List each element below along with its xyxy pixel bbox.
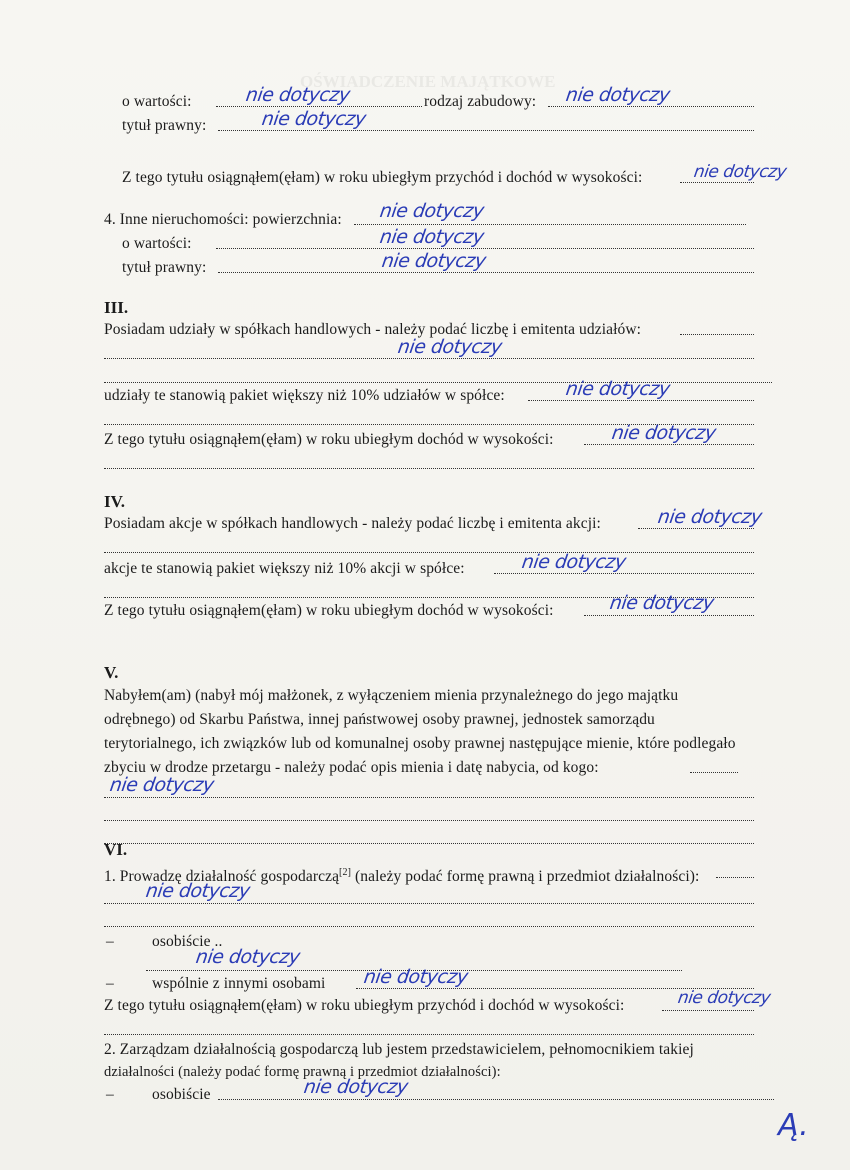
dotted-field [104,538,754,553]
handwritten-answer: nie dotyczy [378,226,486,248]
label-title: tytuł prawny: [122,117,207,134]
section-heading: III. [104,298,129,317]
handwritten-answer: nie dotyczy [520,551,628,573]
paragraph-line: działalności (należy podać formę prawną i przedmiot działalności): [104,1064,501,1080]
handwritten-answer: nie dotyczy [656,506,764,528]
dotted-field [104,454,754,469]
label-value: o wartości: [122,235,192,252]
dotted-field [716,863,754,878]
label-income: Z tego tytułu osiągnąłem(ęłam) w roku ubiegłym przychód i dochód w wysokości: [104,997,625,1014]
label-building-type: rodzaj zabudowy: [424,93,537,110]
footnote-marker: [2] [339,867,352,878]
label-other-property: 4. Inne nieruchomości: powierzchnia: [104,211,342,228]
paragraph-line: terytorialnego, ich związków lub od komunalnej osoby prawnej następujące mienie, które podlegało [104,735,736,752]
handwritten-answer: nie dotyczy [564,378,672,400]
label-title: tytuł prawny: [122,259,207,276]
label-shares-packet: udziały te stanowią pakiet większy niż 10% udziałów w spółce: [104,387,505,404]
faded-header: OŚWIADCZENIE MAJĄTKOWE [300,72,556,91]
paragraph-line: odrębnego) od Skarbu Państwa, innej państwowej osoby prawnej, jednostek samorządu [104,711,655,728]
dotted-field [104,783,754,798]
handwritten-answer: nie dotyczy [380,250,488,272]
handwritten-answer: nie dotyczy [378,200,486,222]
label-jointly: wspólnie z innymi osobami [152,975,326,992]
handwritten-answer: nie dotyczy [244,84,352,106]
dotted-field [104,1020,754,1035]
initials-signature: Ą. [778,1108,809,1143]
handwritten-answer: nie dotyczy [144,880,252,902]
label-income: Z tego tytułu osiągnąłem(ęłam) w roku ubiegłym dochód w wysokości: [104,602,554,619]
label-value: o wartości: [122,93,192,110]
dotted-field [104,806,754,821]
dotted-field [104,368,772,383]
section-heading: IV. [104,492,125,511]
paragraph-line: zbyciu w drodze przetargu - należy podać opis mienia i datę nabycia, od kogo: [104,759,599,776]
handwritten-answer: nie dotyczy [362,966,470,988]
label-stocks-packet: akcje te stanowią pakiet większy niż 10% akcji w spółce: [104,560,465,577]
dotted-field [104,912,754,927]
dotted-field [216,234,754,249]
dash-bullet: – [106,1086,114,1103]
handwritten-answer: nie dotyczy [608,592,716,614]
handwritten-answer: nie dotyczy [676,988,772,1008]
dash-bullet: – [106,975,114,992]
label-shares: Posiadam udziały w spółkach handlowych - należy podać liczbę i emitenta udziałów: [104,321,642,338]
label-business-activity: 1. Prowadzę działalność gospodarczą[2] (należy podać formę prawną i przedmiot działalności): [104,867,700,886]
section-heading: VI. [104,840,128,859]
label-income: Z tego tytułu osiągnąłem(ęłam) w roku ubiegłym dochód w wysokości: [104,431,554,448]
handwritten-answer: nie dotyczy [108,774,216,796]
handwritten-answer: nie dotyczy [610,422,718,444]
label-stocks: Posiadam akcje w spółkach handlowych - należy podać liczbę i emitenta akcji: [104,515,601,532]
handwritten-answer: nie dotyczy [692,162,788,182]
handwritten-answer: nie dotyczy [396,336,504,358]
handwritten-answer: nie dotyczy [194,946,302,968]
dotted-field [104,889,754,904]
dotted-field [104,829,754,844]
paragraph-line: Nabyłem(am) (nabył mój małżonek, z wyłączeniem mienia przynależnego do jego majątku [104,687,679,704]
label-income: Z tego tytułu osiągnąłem(ęłam) w roku ubiegłym przychód i dochód w wysokości: [122,169,643,186]
paragraph-line: 2. Zarządzam działalnością gospodarczą lub jestem przedstawicielem, pełnomocnikiem takiej [104,1041,694,1058]
handwritten-answer: nie dotyczy [260,108,368,130]
dotted-field [690,758,738,773]
dash-bullet: – [106,933,114,950]
section-heading: V. [104,663,119,682]
handwritten-answer: nie dotyczy [302,1076,410,1098]
dotted-field [680,320,754,335]
label-personally: osobiście [152,1086,211,1103]
label-personally: osobiście .. [152,933,223,950]
handwritten-answer: nie dotyczy [564,84,672,106]
